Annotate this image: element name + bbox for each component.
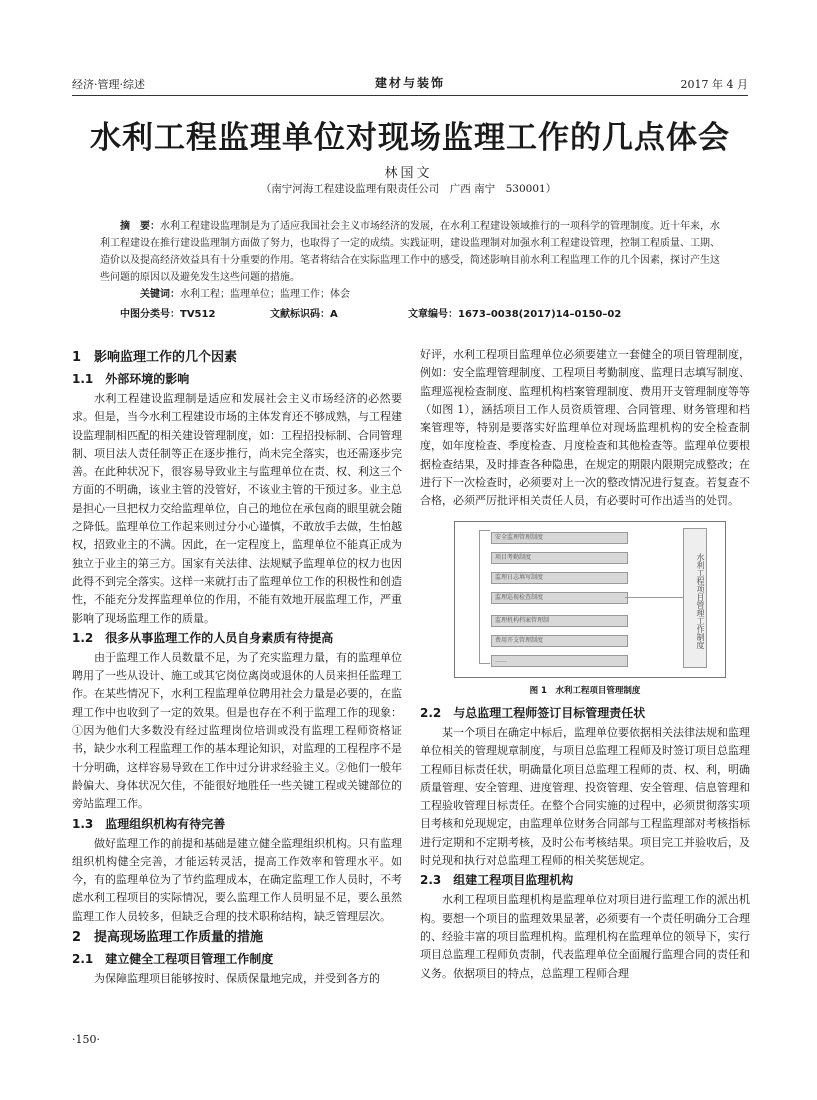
article-title: 水利工程监理单位对现场监理工作的几点体会 xyxy=(90,120,730,156)
subsection-heading: 1.3 监理组织机构有待完善 xyxy=(72,816,226,831)
figure-1 xyxy=(454,521,726,678)
paragraph: 做好监理工作的前提和基础是建立健全监理组织机构。只有监理组织机构健全完善，才能运转灵活，提高工作效率和管理水平。如今，有的监理单位为了节约监理成本，在确定监理工作人员时，不考虑水利工程项目的实际情况，要么监理工作人员明显不足，要么虽然监理工作人员较多，但缺乏合理的技术职称结构，缺乏管理层次。 xyxy=(72,836,402,923)
section-heading: 2 提高现场监理工作质量的措施 xyxy=(72,930,264,946)
affiliation: （南宁河海工程建设监理有限责任公司 广西 南宁 530001） xyxy=(260,183,557,195)
section-heading: 1 影响监理工作的几个因素 xyxy=(72,350,238,365)
journal-name: 建材与装饰 xyxy=(374,76,445,90)
figure-box: 监理日志填写制度 xyxy=(491,572,628,584)
subsection-heading: 2.1 建立健全工程项目管理工作制度 xyxy=(72,952,274,967)
figure-box: 监理巡视检查制度 xyxy=(491,592,628,604)
subsection-heading: 2.3 组建工程项目监理机构 xyxy=(420,873,574,888)
figure-box: 项目考勤制度 xyxy=(491,552,628,564)
article-meta xyxy=(120,305,740,321)
paragraph: 水利工程建设监理制是适应和发展社会主义市场经济的必然要求。但是，当今水利工程建设市场的主体发育还不够成熟，与工程建设监理制相匹配的相关建设管理制度，如：工程招投标制、合同管理制、项目法人责任制等正在逐步推行，尚未完全落实，也还需逐步完善。在此种状况下，很容易导致业主与监理单位在责、权、利这三个方面的不明确，该业主管的没管好，不该业主管的干预过多。业主总是担心一旦把权力交给监理单位，自己的地位在承包商的眼里就会随之降低。监理单位工作起来则过分小心谨慎，不敢放手去做，生怕越权，招致业主的不满。因此，在一定程度上，监理单位不能真正成为独立于业主的第三方。国家有关法律、法规赋予监理单位的权力也因此得不到完全落实。这样一来就打击了监理单位工作的积极性和创造性，不能充分发挥监理单位的作用，不能有效地开展监理工作，严重影响了现场监理工作的质量。 xyxy=(72,392,402,625)
author: 林国文 xyxy=(384,166,433,181)
figure-caption: 图 1 水利工程项目管理制度 xyxy=(529,685,641,696)
header-date: 2017 年 4 月 xyxy=(680,78,748,91)
paragraph: 某一个项目在确定中标后，监理单位要依据相关法律法规和监理单位相关的管理规章制度，与项目总监理工程师及时签订项目总监理工程师目标责任状，明确量化项目总监理工程师的责、权、利，明确质量管理、安全管理、进度管理、投资管理、安全管理、信息管理和工程验收管理目标责任。在整个合同实施的过程中，必须贯彻落实项目考核和兑现规定，由监理单位财务合同部与工程监理部对考核指标进行定期和不定期考核，及时公布考核结果。项目完工并验收后，及时兑现和执行对总监理工程师的相关奖惩规定。 xyxy=(420,725,750,868)
subsection-heading: 1.1 外部环境的影响 xyxy=(72,372,190,386)
page-number: ·150· xyxy=(72,1033,100,1046)
header-section: 经济·管理·综述 xyxy=(72,78,145,91)
figure-side-label: 水利工程项目管理工作制度 xyxy=(683,528,707,668)
paragraph: 由于监理工作人员数量不足，为了充实监理力量，有的监理单位聘用了一些从设计、施工或其它岗位离岗或退休的人员来担任监理工作。在某些情况下，水利工程监理单位聘用社会力量是必要的，在监理工作中也收到了一定的效果。但是也存在不利于监理工作的现象：①因为他们大多数没有经过监理岗位培训或没有监理工程师资格证书，缺少水利工程监理工作的基本理论知识，对监理的工程程序不是十分明确，这样容易导致在工作中过分讲求经验主义。②他们一般年龄偏大、身体状况欠佳，不能很好地胜任一些关键工程或关键部位的旁站监理工作。 xyxy=(72,650,402,811)
running-header xyxy=(72,74,748,96)
article-number: 文章编号：1673–0038(2017)14–0150–02 xyxy=(408,309,622,320)
keywords-label: 关键词： xyxy=(140,289,180,300)
figure-connector xyxy=(625,597,687,598)
abstract-text: 水利工程建设监理制是为了适应我国社会主义市场经济的发展，在水利工程建设领域推行的一项科学的管理制度。近十年来，水利工程建设在推行建设监理制方面做了努力，也取得了一定的成绩。实践证明，建设监理制对加强水利工程建设管理，控制工程质量、工期、造价以及提高经济效益具有十分重要的作用。笔者将结合在实际监理工作中的感受，简述影响目前水利工程监理工作的几个因素，探讨产生这些问题的原因以及避免发生这些问题的措施。 xyxy=(100,221,720,283)
subsection-heading: 2.2 与总监理工程师签订目标管理责任状 xyxy=(420,705,646,720)
paragraph: 好评，水利工程项目监理单位必须要建立一套健全的项目管理制度，例如：安全监理管理制度、工程项目考勤制度、监理日志填写制度、监理巡视检查制度、监理机构档案管理制度、费用开支管理制度等等（如图 1），涵括项目工作人员资质管理、合同管理、财务管理和档案管理等，特别是要落实好监理单位对现场监理机构的安全检查制度，如年度检查、季度检查、月度检查和其他检查等。监理单位要根据检查结果，及时排查各种隐患，在规定的期限内限期完成整改；在进行下一次检查时，必须要对上一次的整改情况进行复查。若复查不合格，必须严厉批评相关责任人员，有必要时可作出适当的处罚。 xyxy=(420,348,750,508)
figure-box: 费用开支管理制度 xyxy=(491,635,628,647)
clc-number: 中图分类号：TV512 xyxy=(120,309,216,320)
figure-box: 安全监理管理制度 xyxy=(491,532,628,544)
figure-box: 监理机构档案管理制 xyxy=(491,615,628,627)
header-rule xyxy=(72,95,748,96)
paragraph: 为保障监理项目能够按时、保质保量地完成，并受到各方的 xyxy=(94,972,380,986)
abstract xyxy=(100,218,720,303)
keywords: 水利工程；监理单位；监理工作；体会 xyxy=(180,289,350,300)
figure-box: …… xyxy=(491,655,628,667)
paragraph: 水利工程项目监理机构是监理单位对项目进行监理工作的派出机构。要想一个项目的监理效果显著，必须要有一个责任明确分工合理的、经验丰富的项目监理机构。监理机构在监理单位的领导下，实行项目总监理工程师负责制，代表监理单位全面履行监理合同的责任和义务。依据项目的特点，总监理工程师合理 xyxy=(420,893,750,980)
subsection-heading: 1.2 很多从事监理工作的人员自身素质有待提高 xyxy=(72,630,334,645)
abstract-label: 摘 要： xyxy=(120,221,160,232)
left-column xyxy=(72,346,402,988)
figure-bracket xyxy=(479,530,490,664)
right-column xyxy=(420,346,750,983)
doc-code: 文献标识码：A xyxy=(270,309,338,320)
